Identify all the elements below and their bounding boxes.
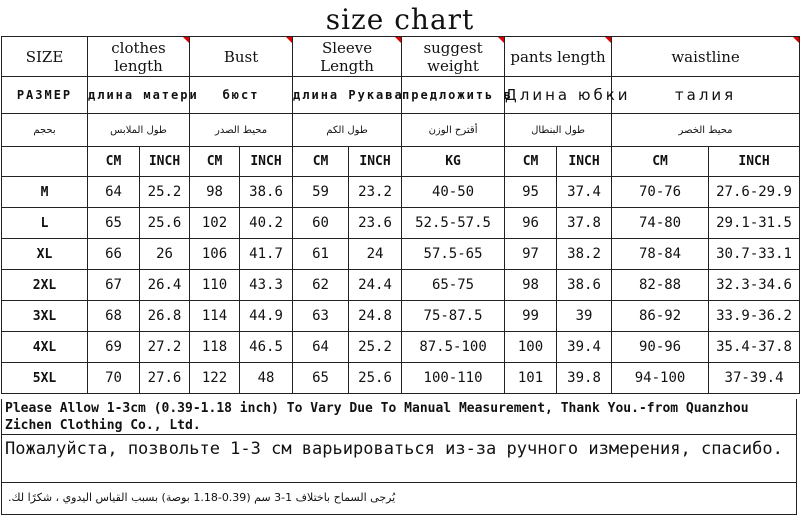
value-cell: 43.3 [240, 270, 293, 301]
size-row [2, 363, 800, 394]
value-cell: 86-92 [612, 301, 709, 332]
value-cell: 70 [88, 363, 140, 394]
value-cell: 24.4 [349, 270, 402, 301]
value-cell: 118 [190, 332, 240, 363]
bust-header-ru: бюст [190, 77, 293, 114]
value-cell: 65-75 [402, 270, 505, 301]
value-cell: 98 [505, 270, 557, 301]
value-cell: 25.6 [140, 208, 190, 239]
value-cell: 25.6 [349, 363, 402, 394]
size-row [2, 301, 800, 332]
value-cell: 122 [190, 363, 240, 394]
value-cell: 37.4 [557, 177, 612, 208]
value-cell: 62 [293, 270, 349, 301]
value-cell: 59 [293, 177, 349, 208]
value-cell: 23.6 [349, 208, 402, 239]
value-cell: 75-87.5 [402, 301, 505, 332]
bust-header-ar: محيط الصدر [190, 114, 293, 147]
value-cell: 46.5 [240, 332, 293, 363]
value-cell: 26.8 [140, 301, 190, 332]
value-cell: 106 [190, 239, 240, 270]
waistline-header: waistline [612, 37, 800, 77]
value-cell: 29.1-31.5 [709, 208, 800, 239]
value-cell: 27.6-29.9 [709, 177, 800, 208]
unit-cell: INCH [240, 147, 293, 177]
note-english: Please Allow 1-3cm (0.39-1.18 inch) To Vary Due To Manual Measurement, Thank You.-from Quanzhou Zichen Clothing Co., Ltd. [1, 399, 797, 435]
bust-header: Bust [190, 37, 293, 77]
value-cell: 39.8 [557, 363, 612, 394]
size-cell: XL [2, 239, 88, 270]
value-cell: 61 [293, 239, 349, 270]
suggest-weight-header: suggest weight [402, 37, 505, 77]
value-cell: 26 [140, 239, 190, 270]
value-cell: 33.9-36.2 [709, 301, 800, 332]
value-cell: 24 [349, 239, 402, 270]
value-cell: 24.8 [349, 301, 402, 332]
size-cell: M [2, 177, 88, 208]
units-row [2, 147, 800, 177]
value-cell: 30.7-33.1 [709, 239, 800, 270]
suggest-weight-header-ru: предложить в [402, 77, 505, 114]
value-cell: 64 [293, 332, 349, 363]
unit-cell: CM [88, 147, 140, 177]
value-cell: 60 [293, 208, 349, 239]
value-cell: 95 [505, 177, 557, 208]
sleeve-length-header-ar: طول الكم [293, 114, 402, 147]
chart-title: size chart [325, 3, 475, 36]
value-cell: 82-88 [612, 270, 709, 301]
value-cell: 26.4 [140, 270, 190, 301]
size-row [2, 239, 800, 270]
unit-cell: INCH [557, 147, 612, 177]
size-cell: 5XL [2, 363, 88, 394]
suggest-weight-header-ar: أقترح الوزن [402, 114, 505, 147]
value-cell: 32.3-34.6 [709, 270, 800, 301]
size-chart-table [1, 36, 800, 394]
value-cell: 41.7 [240, 239, 293, 270]
value-cell: 90-96 [612, 332, 709, 363]
value-cell: 100-110 [402, 363, 505, 394]
clothes-length-header: clothes length [88, 37, 190, 77]
size-row [2, 332, 800, 363]
sleeve-length-header-ru: длина Рукава [293, 77, 402, 114]
value-cell: 96 [505, 208, 557, 239]
unit-cell: KG [402, 147, 505, 177]
pants-length-header-ru: Длина юбки [505, 77, 612, 114]
unit-cell: CM [612, 147, 709, 177]
value-cell: 63 [293, 301, 349, 332]
unit-cell: INCH [140, 147, 190, 177]
size-cell: 2XL [2, 270, 88, 301]
value-cell: 87.5-100 [402, 332, 505, 363]
value-cell: 27.6 [140, 363, 190, 394]
value-cell: 23.2 [349, 177, 402, 208]
value-cell: 37.8 [557, 208, 612, 239]
pants-length-header-ar: طول البنطال [505, 114, 612, 147]
header-row-ar [2, 114, 800, 147]
value-cell: 44.9 [240, 301, 293, 332]
value-cell: 39.4 [557, 332, 612, 363]
value-cell: 101 [505, 363, 557, 394]
value-cell: 38.6 [240, 177, 293, 208]
clothes-length-header-ar: طول الملابس [88, 114, 190, 147]
value-cell: 48 [240, 363, 293, 394]
size-cell: 4XL [2, 332, 88, 363]
value-cell: 78-84 [612, 239, 709, 270]
value-cell: 98 [190, 177, 240, 208]
unit-cell: CM [293, 147, 349, 177]
value-cell: 67 [88, 270, 140, 301]
sleeve-length-header: Sleeve Length [293, 37, 402, 77]
value-cell: 52.5-57.5 [402, 208, 505, 239]
value-cell: 40.2 [240, 208, 293, 239]
size-cell: L [2, 208, 88, 239]
value-cell: 68 [88, 301, 140, 332]
value-cell: 27.2 [140, 332, 190, 363]
unit-cell: CM [190, 147, 240, 177]
pants-length-header: pants length [505, 37, 612, 77]
size-header-ar: بحجم [2, 114, 88, 147]
value-cell: 40-50 [402, 177, 505, 208]
value-cell: 97 [505, 239, 557, 270]
clothes-length-header-ru: длина матери [88, 77, 190, 114]
value-cell: 69 [88, 332, 140, 363]
value-cell: 65 [293, 363, 349, 394]
value-cell: 74-80 [612, 208, 709, 239]
size-header-ru: РАЗМЕР [2, 77, 88, 114]
value-cell: 65 [88, 208, 140, 239]
size-row [2, 270, 800, 301]
unit-cell: INCH [349, 147, 402, 177]
value-cell: 66 [88, 239, 140, 270]
value-cell: 64 [88, 177, 140, 208]
size-header: SIZE [2, 37, 88, 77]
waistline-header-ru: талия [612, 77, 800, 114]
value-cell: 25.2 [140, 177, 190, 208]
note-russian: Пожалуйста, позвольте 1-3 см варьироваться из-за ручного измерения, спасибо. [1, 435, 797, 483]
size-row [2, 177, 800, 208]
value-cell: 100 [505, 332, 557, 363]
size-cell: 3XL [2, 301, 88, 332]
value-cell: 57.5-65 [402, 239, 505, 270]
header-row-en [2, 37, 800, 77]
value-cell: 38.6 [557, 270, 612, 301]
value-cell: 39 [557, 301, 612, 332]
note-arabic: يُرجى السماح باختلاف 1-3 سم (0.39-1.18 بوصة) بسبب القياس اليدوي ، شكرًا لك. [1, 483, 797, 515]
value-cell: 94-100 [612, 363, 709, 394]
header-row-ru [2, 77, 800, 114]
value-cell: 35.4-37.8 [709, 332, 800, 363]
waistline-header-ar: محيط الخصر [612, 114, 800, 147]
unit-cell: INCH [709, 147, 800, 177]
unit-cell: CM [505, 147, 557, 177]
value-cell: 38.2 [557, 239, 612, 270]
value-cell: 70-76 [612, 177, 709, 208]
size-row [2, 208, 800, 239]
value-cell: 110 [190, 270, 240, 301]
unit-blank [2, 147, 88, 177]
value-cell: 25.2 [349, 332, 402, 363]
value-cell: 102 [190, 208, 240, 239]
value-cell: 99 [505, 301, 557, 332]
value-cell: 114 [190, 301, 240, 332]
value-cell: 37-39.4 [709, 363, 800, 394]
